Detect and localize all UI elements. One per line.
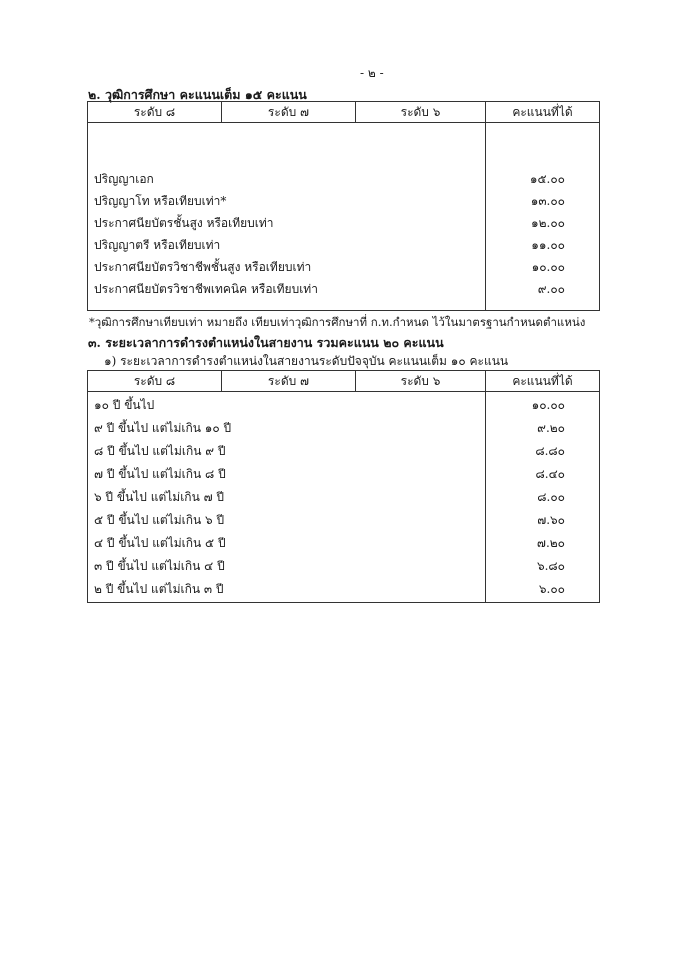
education-row-score: ๑๓.๐๐ (530, 194, 565, 208)
education-row-score: ๑๒.๐๐ (531, 216, 565, 230)
education-row-label: ประกาศนียบัตรวิชาชีพเทคนิค หรือเทียบเท่า (94, 282, 318, 296)
tenure-row-score: ๑๐.๐๐ (531, 398, 565, 412)
tenure-row-label: ๙ ปี ขึ้นไป แต่ไม่เกิน ๑๐ ปี (94, 421, 232, 435)
header-level-6: ระดับ ๖ (356, 371, 486, 392)
tenure-table-header (88, 371, 600, 392)
header-level-6: ระดับ ๖ (356, 102, 486, 123)
education-row-label: ปริญญาเอก (94, 172, 154, 186)
header-level-7: ระดับ ๗ (222, 371, 356, 392)
tenure-row-label: ๕ ปี ขึ้นไป แต่ไม่เกิน ๖ ปี (94, 513, 225, 527)
tenure-row-label: ๘ ปี ขึ้นไป แต่ไม่เกิน ๙ ปี (94, 444, 226, 458)
header-score: คะแนนที่ได้ (486, 371, 600, 392)
section3-title: ๓. ระยะเวลาการดำรงตำแหน่งในสายงาน รวมคะแนน ๒๐ คะแนน (88, 335, 444, 350)
education-row-label: ประกาศนียบัตรชั้นสูง หรือเทียบเท่า (94, 216, 274, 230)
tenure-row-label: ๒ ปี ขึ้นไป แต่ไม่เกิน ๓ ปี (94, 582, 224, 596)
education-scores (486, 123, 600, 311)
education-footnote: *วุฒิการศึกษาเทียบเท่า หมายถึง เทียบเท่าวุฒิการศึกษาที่ ก.ท.กำหนด ไว้ในมาตรฐานกำหนดตำแหน่ง (89, 315, 586, 329)
tenure-row-score: ๙.๒๐ (537, 421, 565, 435)
education-row-label: ปริญญาตรี หรือเทียบเท่า (94, 238, 221, 252)
tenure-row-score: ๗.๖๐ (537, 513, 565, 527)
education-table-header (88, 102, 600, 123)
tenure-labels (88, 392, 486, 603)
tenure-row-score: ๖.๐๐ (538, 582, 565, 596)
header-score: คะแนนที่ได้ (486, 102, 600, 123)
education-row-score: ๙.๐๐ (537, 282, 565, 296)
tenure-row-label: ๗ ปี ขึ้นไป แต่ไม่เกิน ๘ ปี (94, 467, 226, 481)
tenure-scores (486, 392, 600, 603)
tenure-row-score: ๖.๘๐ (536, 559, 565, 573)
tenure-table (87, 370, 600, 603)
tenure-row-score: ๗.๒๐ (536, 536, 565, 550)
section3-subtitle: ๑) ระยะเวลาการดำรงตำแหน่งในสายงานระดับปัจจุบัน คะแนนเต็ม ๑๐ คะแนน (104, 354, 509, 368)
education-row-score: ๑๑.๐๐ (531, 238, 565, 252)
education-row-score: ๑๐.๐๐ (531, 260, 565, 274)
tenure-row-label: ๓ ปี ขึ้นไป แต่ไม่เกิน ๔ ปี (94, 559, 225, 573)
tenure-row-label: ๖ ปี ขึ้นไป แต่ไม่เกิน ๗ ปี (94, 490, 225, 504)
page-number: - ๒ - (360, 66, 384, 80)
header-level-8: ระดับ ๘ (88, 102, 222, 123)
header-level-7: ระดับ ๗ (222, 102, 356, 123)
header-level-8: ระดับ ๘ (88, 371, 222, 392)
section2-title: ๒. วุฒิการศึกษา คะแนนเต็ม ๑๕ คะแนน (88, 87, 307, 102)
tenure-row-label: ๔ ปี ขึ้นไป แต่ไม่เกิน ๕ ปี (94, 536, 226, 550)
education-row-label: ปริญญาโท หรือเทียบเท่า* (94, 194, 227, 208)
education-labels (88, 123, 486, 311)
tenure-row-score: ๘.๘๐ (535, 444, 565, 458)
education-row-label: ประกาศนียบัตรวิชาชีพชั้นสูง หรือเทียบเท่า (94, 260, 312, 274)
education-table (87, 101, 600, 311)
education-row-score: ๑๕.๐๐ (529, 172, 565, 186)
tenure-row-score: ๘.๔๐ (535, 467, 565, 481)
tenure-row-label: ๑๐ ปี ขึ้นไป (94, 398, 155, 412)
tenure-row-score: ๘.๐๐ (537, 490, 565, 504)
